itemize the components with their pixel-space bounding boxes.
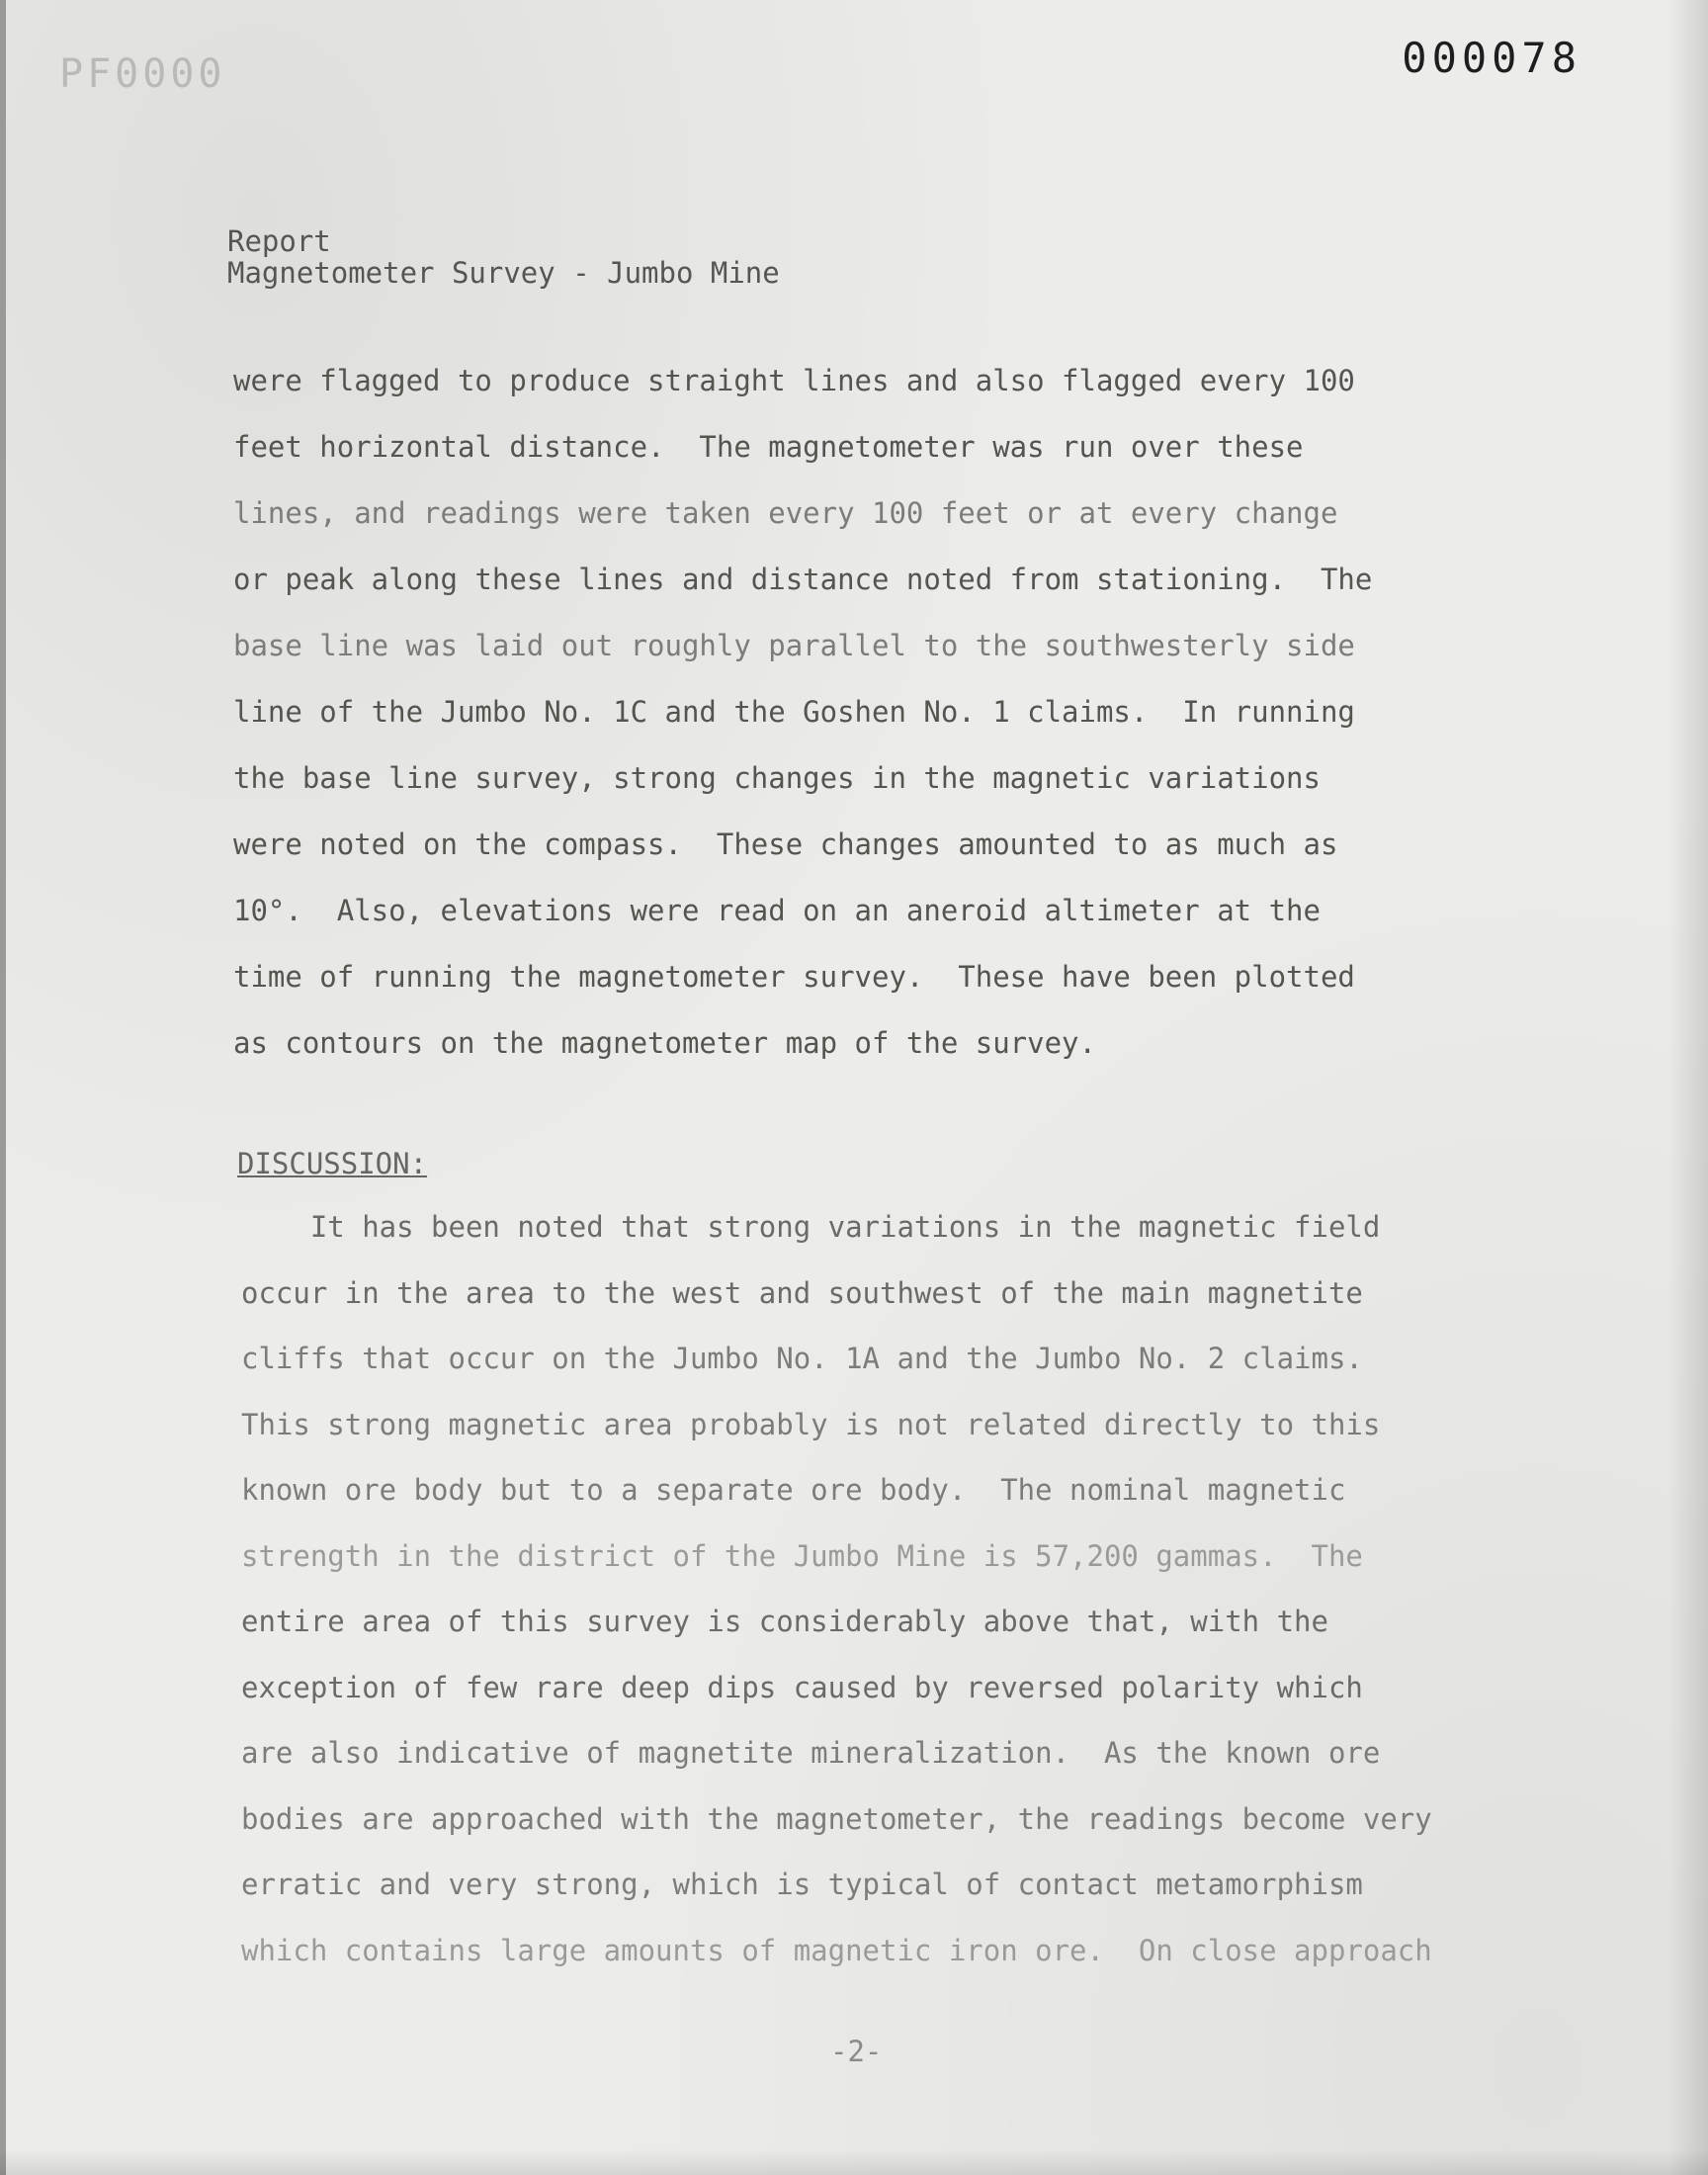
text-line: the base line survey, strong changes in the magnetic variations	[233, 761, 1321, 795]
scan-left-edge	[0, 0, 6, 2175]
text-line: which contains large amounts of magnetic iron ore. On close approach	[241, 1933, 1432, 1967]
page-number: -2-	[830, 2035, 883, 2068]
text-line: or peak along these lines and distance noted from stationing. The	[233, 563, 1373, 596]
report-header	[227, 225, 780, 289]
document-number-stamp: 000078	[1402, 34, 1581, 82]
text-line: cliffs that occur on the Jumbo No. 1A and the Jumbo No. 2 claims.	[241, 1342, 1363, 1375]
header-line-report: Report	[227, 224, 331, 258]
text-line: were noted on the compass. These changes amounted to as much as	[233, 827, 1338, 861]
scan-bottom-shadow	[0, 2149, 1708, 2175]
text-line: as contours on the magnetometer map of the survey.	[233, 1026, 1096, 1060]
text-line: strength in the district of the Jumbo Mine is 57,200 gammas. The	[241, 1538, 1363, 1573]
text-line: occur in the area to the west and southwest of the main magnetite	[241, 1275, 1363, 1310]
faint-stamp-number: PF0000	[59, 51, 226, 97]
text-line: lines, and readings were taken every 100 feet or at every change	[233, 496, 1338, 530]
text-line: known ore body but to a separate ore body. The nominal magnetic	[241, 1473, 1346, 1507]
paragraph-discussion	[241, 1194, 1645, 1983]
text-line: bodies are approached with the magnetometer, the readings become very	[241, 1801, 1432, 1836]
scan-right-shadow	[1668, 0, 1708, 2175]
text-line: time of running the magnetometer survey. These have been plotted	[233, 960, 1355, 994]
discussion-heading: DISCUSSION:	[237, 1147, 428, 1180]
text-line: feet horizontal distance. The magnetometer was run over these	[233, 430, 1304, 464]
text-line: were flagged to produce straight lines and also flagged every 100	[233, 364, 1355, 397]
header-line-title: Magnetometer Survey - Jumbo Mine	[227, 256, 780, 290]
text-line: exception of few rare deep dips caused by reversed polarity which	[241, 1670, 1363, 1704]
text-line: base line was laid out roughly parallel to the southwesterly side	[233, 629, 1355, 662]
text-line: 10°. Also, elevations were read on an aneroid altimeter at the	[233, 894, 1321, 927]
text-line: entire area of this survey is considerably above that, with the	[241, 1605, 1328, 1638]
paragraph-survey-method	[233, 348, 1597, 1077]
text-line: erratic and very strong, which is typical of contact metamorphism	[241, 1868, 1363, 1901]
text-line: line of the Jumbo No. 1C and the Goshen No. 1 claims. In running	[233, 695, 1355, 729]
text-line: It has been noted that strong variations in the magnetic field	[241, 1210, 1381, 1244]
text-line: are also indicative of magnetite mineralization. As the known ore	[241, 1736, 1381, 1770]
text-line: This strong magnetic area probably is not related directly to this	[241, 1407, 1381, 1441]
